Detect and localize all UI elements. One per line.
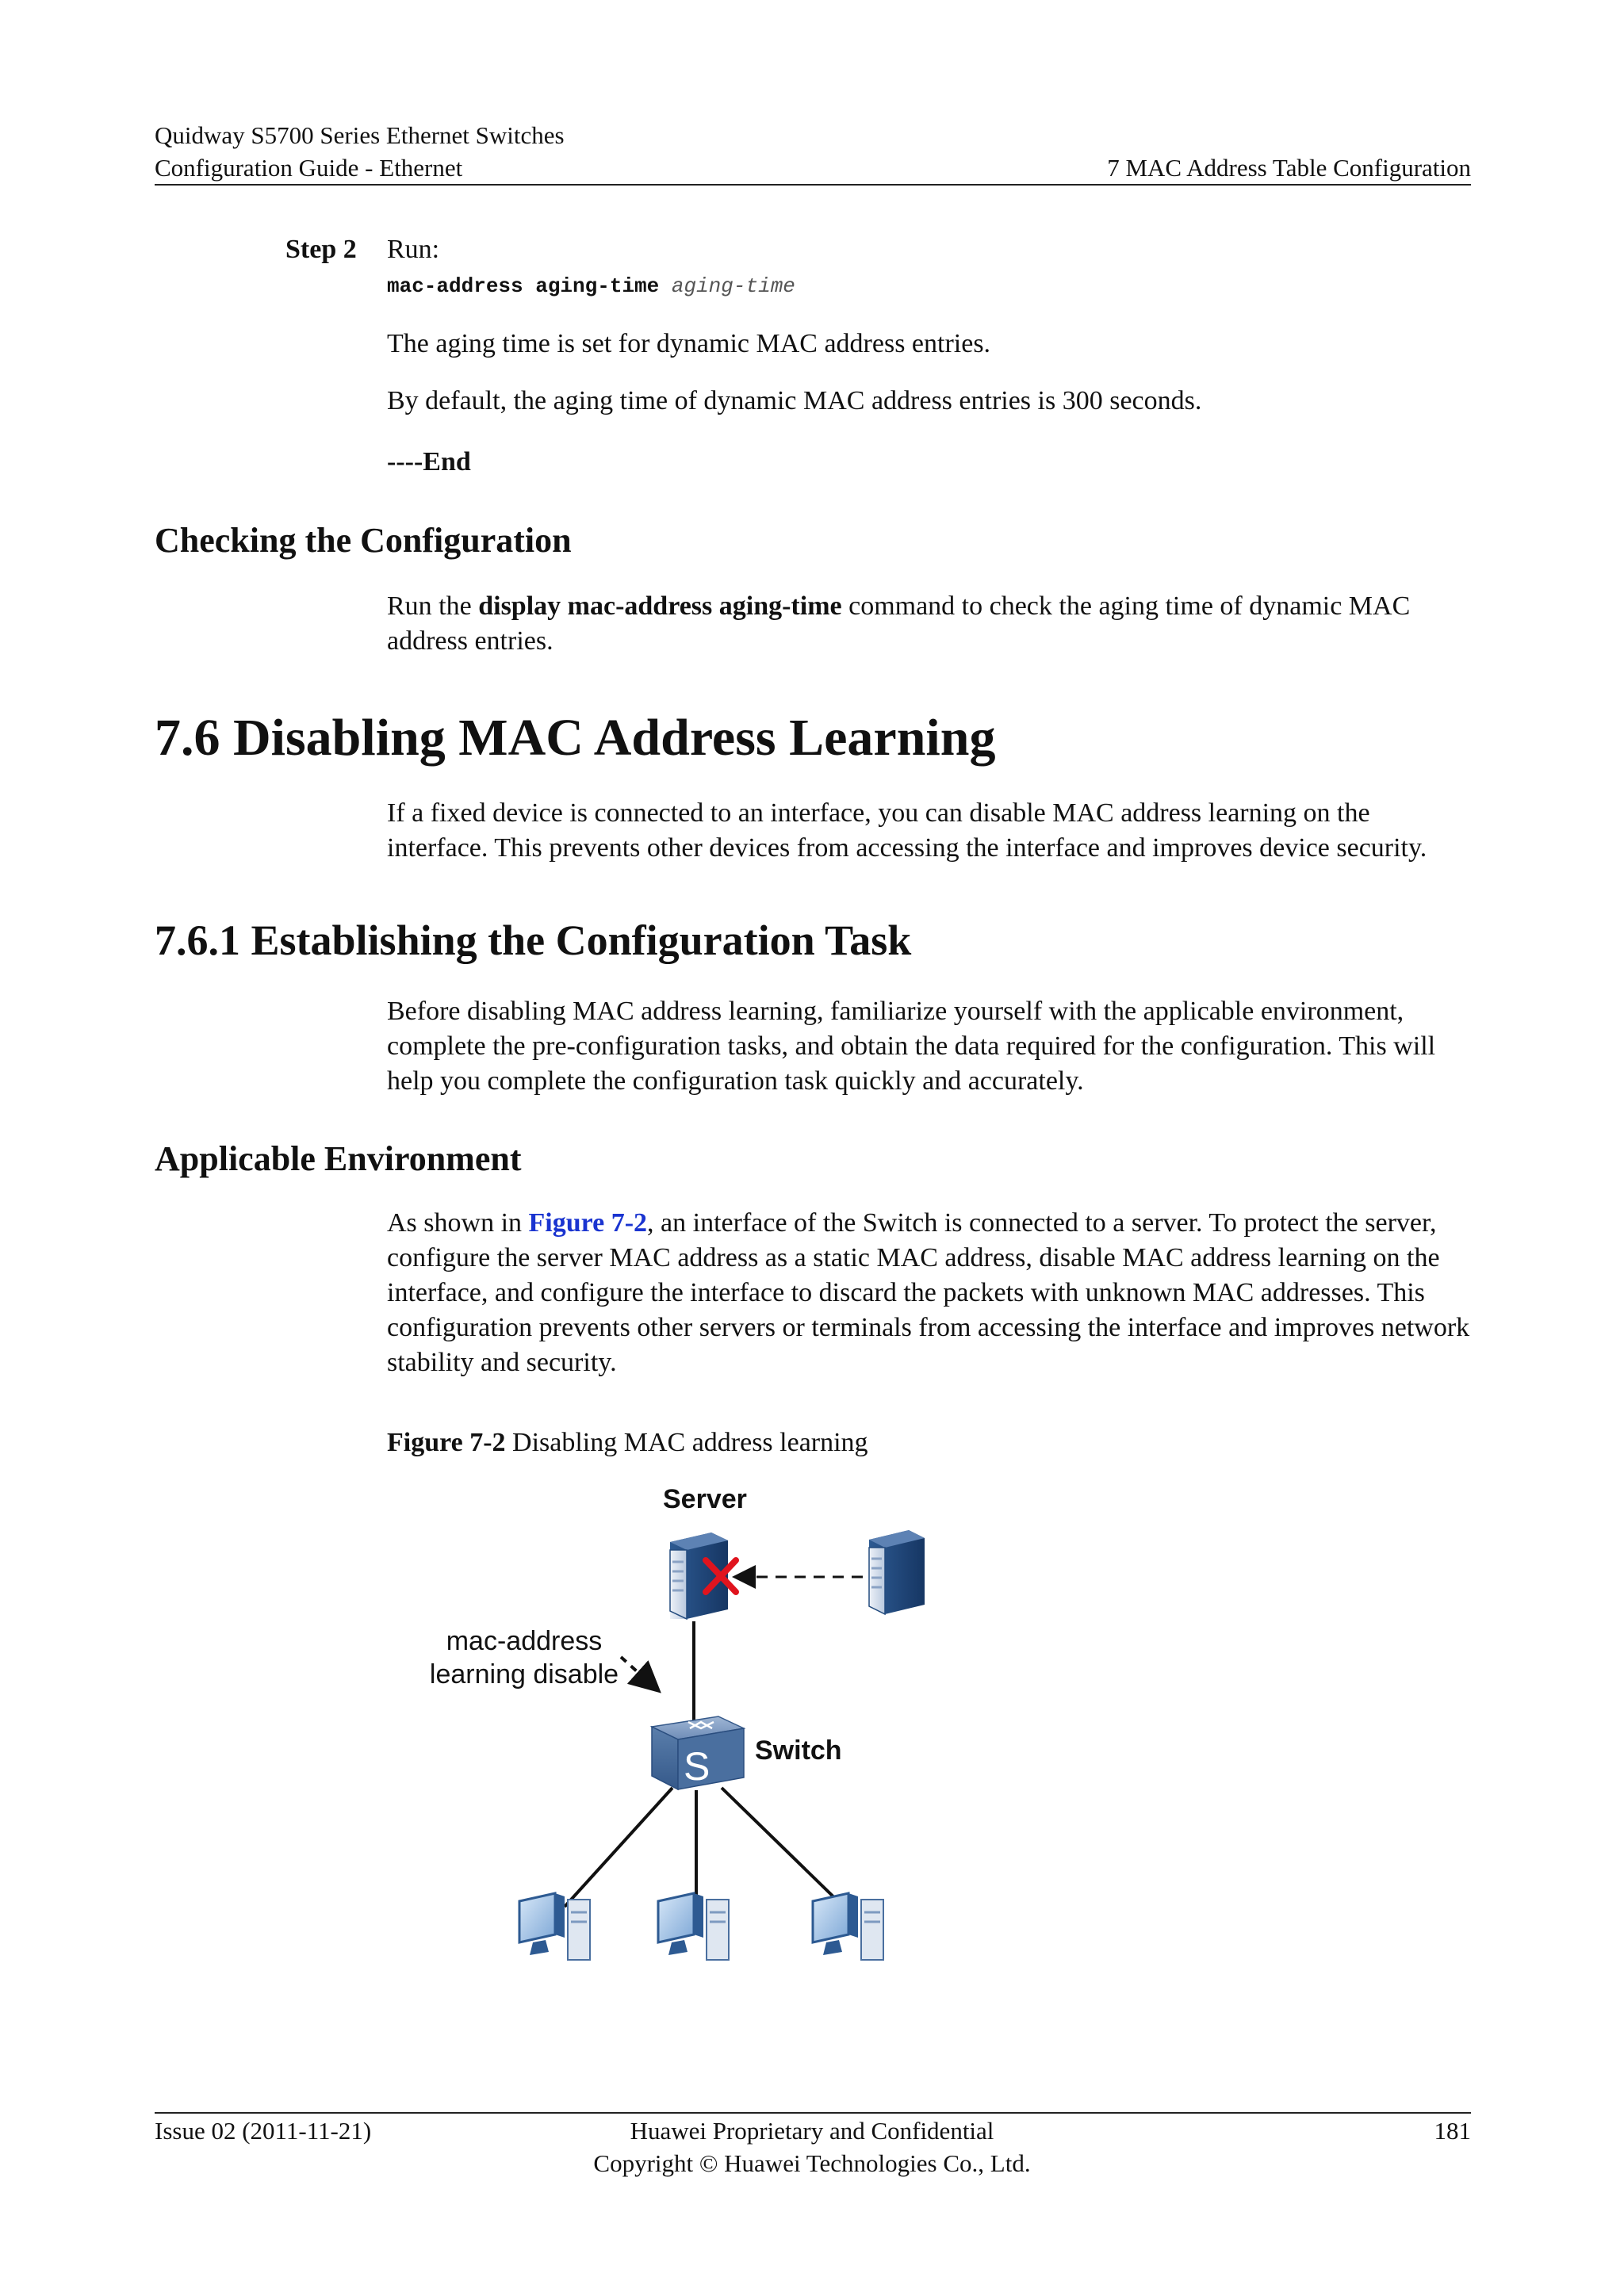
pc-icon [813, 1893, 883, 1960]
figure-7-2-link[interactable]: Figure 7-2 [528, 1208, 648, 1238]
heading-7-6-1: 7.6.1 Establishing the Configuration Task [155, 916, 912, 964]
checking-text-post: command to check the aging time of dynamic MAC address entries. [387, 591, 1411, 656]
para-7-6-1: Before disabling MAC address learning, familiarize yourself with the applicable environment, complete the pre-configuration tasks, and obtain the data required for the configuration. This will help you complete the configuration task quickly and accurately. [387, 997, 1436, 1096]
switch-letter: S [684, 1744, 710, 1789]
header-product: Quidway S5700 Series Ethernet Switches [155, 121, 565, 149]
annotation-line-2: learning disable [429, 1659, 619, 1689]
heading-checking: Checking the Configuration [155, 521, 572, 560]
step-desc-1: The aging time is set for dynamic MAC address entries. [387, 329, 991, 358]
annotation-line-1: mac-address [446, 1626, 603, 1656]
pc-icon [658, 1893, 729, 1960]
step-desc-2: By default, the aging time of dynamic MAC address entries is 300 seconds. [387, 386, 1202, 415]
switch-pc3-link [722, 1788, 844, 1907]
step-run: Run: [387, 235, 440, 264]
footer-page-number: 181 [1434, 2117, 1471, 2145]
header-rule [155, 184, 1471, 186]
figure-caption [387, 1425, 868, 1460]
heading-7-6: 7.6 Disabling MAC Address Learning [155, 709, 996, 767]
command-keyword: mac-address aging-time [387, 274, 660, 298]
checking-text-pre: Run the [387, 591, 479, 621]
checking-para [387, 589, 1473, 659]
heading-applicable: Applicable Environment [155, 1139, 522, 1178]
step-command [387, 274, 795, 298]
header-chapter: 7 MAC Address Table Configuration [1107, 154, 1471, 182]
figure-caption-title: Disabling MAC address learning [505, 1428, 868, 1457]
command-param: aging-time [671, 274, 795, 298]
pc-icon [519, 1893, 590, 1960]
switch-pc1-link [565, 1788, 672, 1907]
checking-command: display mac-address aging-time [478, 591, 842, 621]
switch-icon [652, 1716, 744, 1789]
other-server-icon [869, 1530, 925, 1614]
annotation-arrow [621, 1657, 652, 1685]
step-label: Step 2 [285, 235, 357, 264]
figure-caption-number: Figure 7-2 [387, 1428, 506, 1457]
footer-copyright: Copyright © Huawei Technologies Co., Ltd. [593, 2149, 1031, 2177]
footer-rule [155, 2112, 1471, 2114]
label-server: Server [663, 1484, 747, 1514]
footer-confidential: Huawei Proprietary and Confidential [630, 2117, 994, 2145]
step-end: ----End [387, 447, 471, 476]
label-switch: Switch [755, 1735, 842, 1766]
applicable-post: , an interface of the Switch is connected to a server. To protect the server, configure the server MAC address as a static MAC address, disable MAC address learning on the interface, and configure the interface to discard the packets with unknown MAC addresses. This configuration prevents other servers or terminals from accessing the interface and improves network stability and security. [387, 1208, 1470, 1377]
para-applicable [387, 1206, 1473, 1380]
para-7-6: If a fixed device is connected to an interface, you can disable MAC address learning on the interface. This prevents other devices from accessing the interface and improves device security. [387, 798, 1427, 863]
annotation-mac-learning [425, 1624, 623, 1691]
applicable-pre: As shown in [387, 1208, 529, 1238]
footer-issue: Issue 02 (2011-11-21) [155, 2117, 372, 2145]
header-guide: Configuration Guide - Ethernet [155, 154, 463, 182]
figure-diagram [396, 1467, 967, 1982]
